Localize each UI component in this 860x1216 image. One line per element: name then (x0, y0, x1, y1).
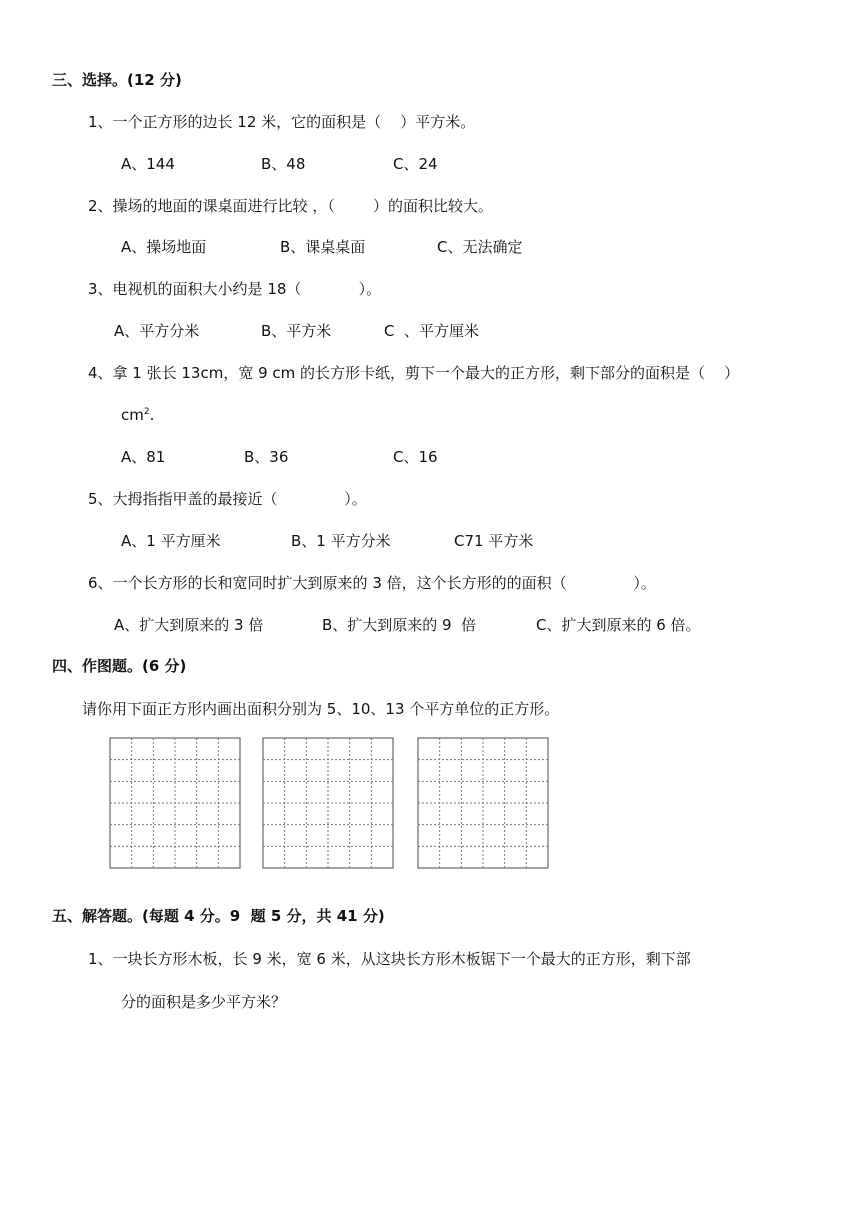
option-3-5-c: C71 平方米 (454, 532, 534, 550)
section-4-heading: 四、作图题。(6 分) (52, 657, 187, 675)
option-3-5-a: A、1 平方厘米 (121, 532, 221, 550)
option-3-4-c: C、16 (393, 448, 438, 466)
drawing-grid-2[interactable] (262, 737, 394, 869)
question-3-3: 3、电视机的面积大小约是 18（ ）。 (88, 280, 382, 298)
option-3-6-a: A、扩大到原来的 3 倍 (114, 616, 264, 634)
question-3-5: 5、大拇指指甲盖的最接近（ ）。 (88, 490, 367, 508)
drawing-grid-1[interactable] (109, 737, 241, 869)
drawing-grid-3[interactable] (417, 737, 549, 869)
section-3-heading: 三、选择。(12 分) (52, 71, 182, 89)
option-3-3-a: A、平方分米 (114, 322, 200, 340)
option-3-4-b: B、36 (244, 448, 289, 466)
option-3-2-c: C、无法确定 (437, 238, 523, 256)
option-3-1-c: C、24 (393, 155, 438, 173)
option-3-4-a: A、81 (121, 448, 166, 466)
question-5-1-line1: 1、一块长方形木板，长 9 米，宽 6 米，从这块长方形木板锯下一个最大的正方形，剩下部 (88, 950, 691, 968)
option-3-1-a: A、144 (121, 155, 175, 173)
question-3-6: 6、一个长方形的长和宽同时扩大到原来的 3 倍，这个长方形的的面积（ ）。 (88, 574, 656, 592)
option-3-3-c: C 、平方厘米 (384, 322, 480, 340)
question-3-4: 4、拿 1 张长 13cm，宽 9 cm 的长方形卡纸，剪下一个最大的正方形，剩下部分的面积是（ ） (88, 364, 740, 382)
drawing-instruction: 请你用下面正方形内画出面积分别为 5、10、13 个平方单位的正方形。 (82, 700, 560, 718)
question-5-1-line2: 分的面积是多少平方米？ (121, 993, 287, 1011)
option-3-2-a: A、操场地面 (121, 238, 207, 256)
question-3-2: 2、操场的地面的课桌面进行比较 ，（ ）的面积比较大。 (88, 197, 493, 215)
unit-superscript: 2 (143, 407, 150, 417)
unit-text: cm (121, 406, 144, 424)
option-3-5-b: B、1 平方分米 (291, 532, 391, 550)
question-3-4-unit (121, 405, 154, 425)
option-3-3-b: B、平方米 (261, 322, 332, 340)
unit-period: . (149, 406, 155, 424)
option-3-2-b: B、课桌桌面 (280, 238, 366, 256)
option-3-1-b: B、48 (261, 155, 306, 173)
question-3-1: 1、一个正方形的边长 12 米，它的面积是（ ）平方米。 (88, 113, 476, 131)
section-5-heading: 五、解答题。(每题 4 分。9 题 5 分，共 41 分) (52, 907, 385, 925)
option-3-6-b: B、扩大到原来的 9 倍 (322, 616, 477, 634)
option-3-6-c: C、扩大到原来的 6 倍。 (536, 616, 701, 634)
